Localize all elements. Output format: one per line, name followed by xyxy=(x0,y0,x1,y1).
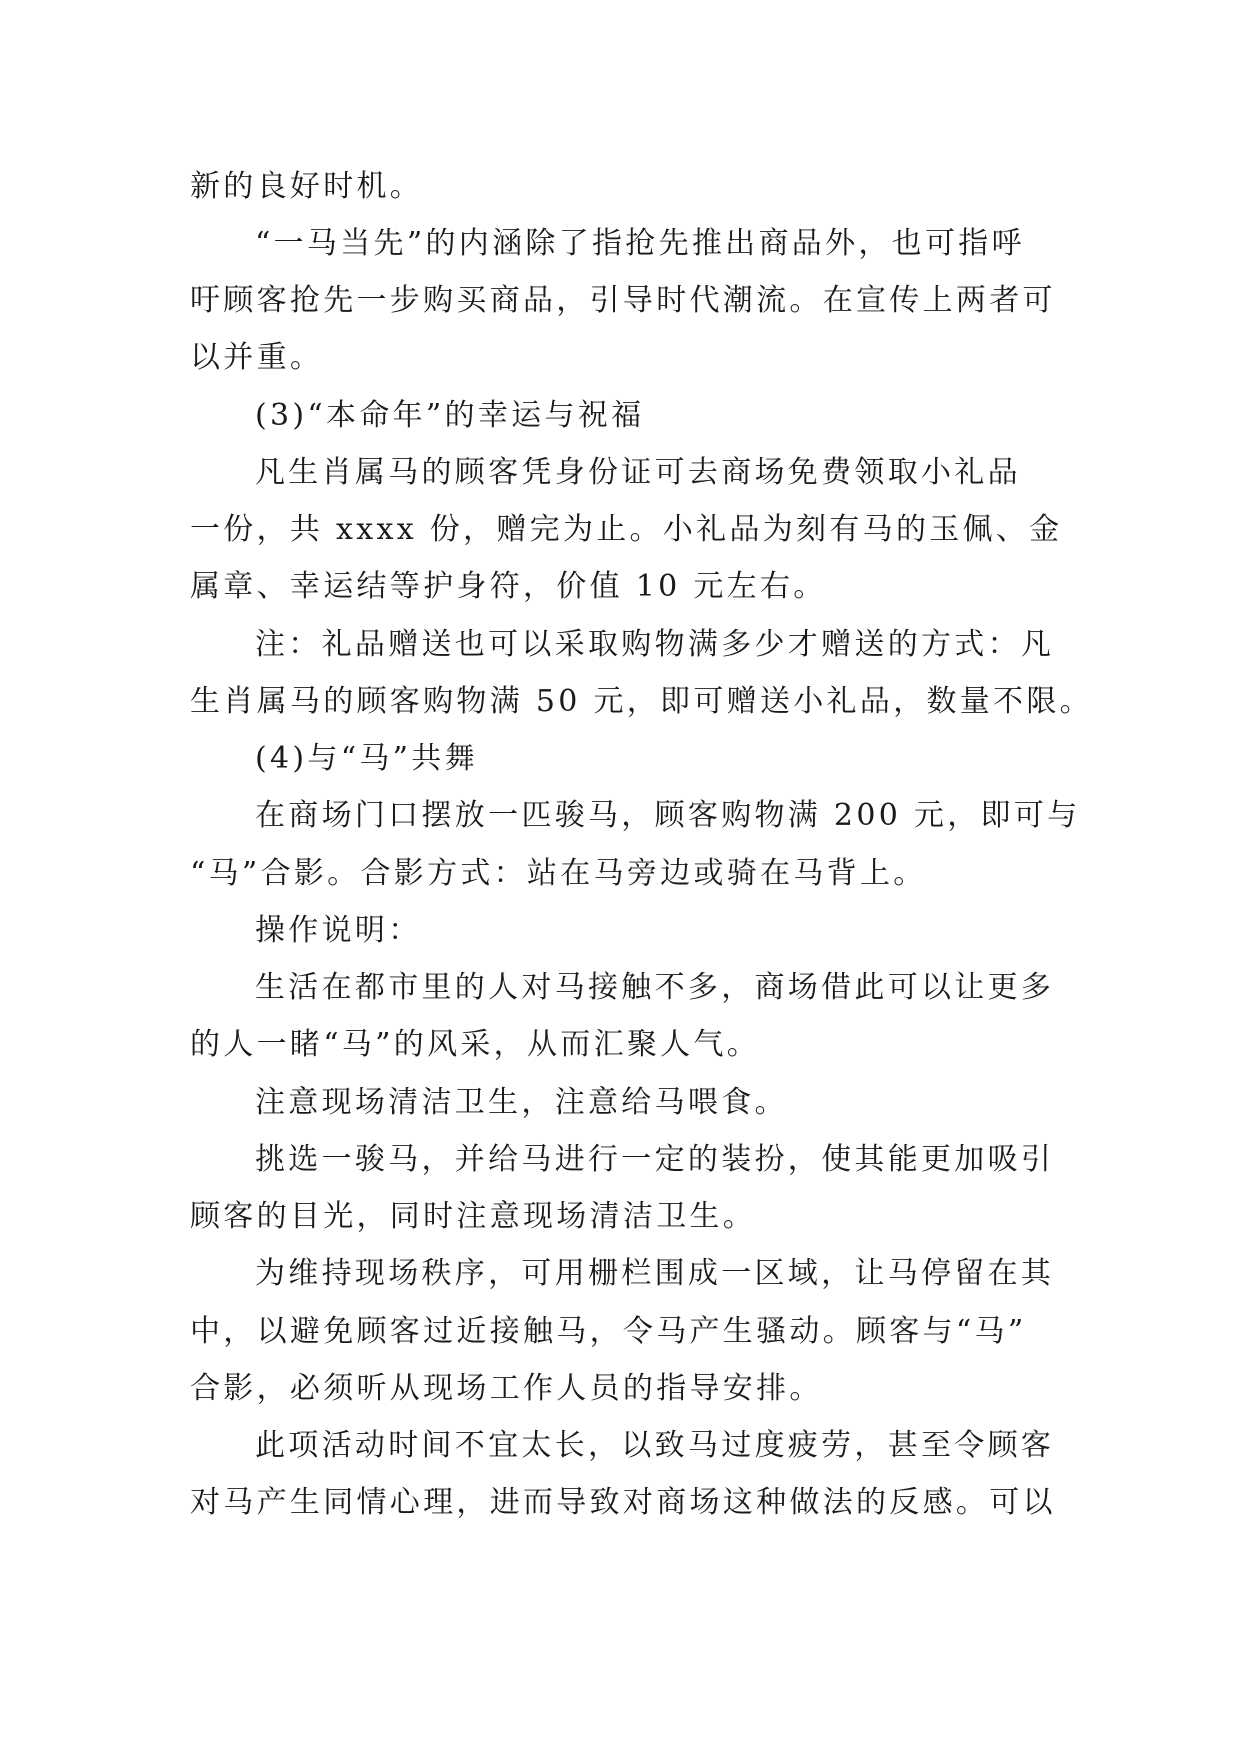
text-line-7: 一份，共 xxxx 份，赠完为止。小礼品为刻有马的玉佩、金 xyxy=(190,512,1063,547)
text-line-18: 挑选一骏马，并给马进行一定的装扮，使其能更加吸引 xyxy=(255,1142,1055,1177)
text-line-22: 合影，必须听从现场工作人员的指导安排。 xyxy=(190,1371,823,1406)
operation-notes-heading: 操作说明： xyxy=(255,913,422,948)
text-line-6: 凡生肖属马的顾客凭身份证可去商场免费领取小礼品 xyxy=(255,455,1021,490)
text-line-16: 的人一睹“马”的风采，从而汇聚人气。 xyxy=(190,1027,761,1062)
text-line-10: 生肖属马的顾客购物满 50 元，即可赠送小礼品，数量不限。 xyxy=(190,684,1093,719)
text-line-3: 吁顾客抢先一步购买商品，引导时代潮流。在宣传上两者可 xyxy=(190,283,1056,318)
section-heading-4: (4)与“马”共舞 xyxy=(255,741,478,776)
text-line-9: 注：礼品赠送也可以采取购物满多少才赠送的方式：凡 xyxy=(255,627,1055,662)
section-heading-3: (3)“本命年”的幸运与祝福 xyxy=(255,398,645,433)
text-line-17: 注意现场清洁卫生，注意给马喂食。 xyxy=(255,1085,788,1120)
text-line-4: 以并重。 xyxy=(190,340,324,375)
text-line-15: 生活在都市里的人对马接触不多，商场借此可以让更多 xyxy=(255,970,1055,1005)
text-line-13: “马”合影。合影方式：站在马旁边或骑在马背上。 xyxy=(190,856,927,891)
text-line-23: 此项活动时间不宜太长，以致马过度疲劳，甚至令顾客 xyxy=(255,1428,1055,1463)
text-line-21: 中，以避免顾客过近接触马，令马产生骚动。顾客与“马” xyxy=(190,1314,1027,1349)
text-line-20: 为维持现场秩序，可用栅栏围成一区域，让马停留在其 xyxy=(255,1256,1055,1291)
text-line-24: 对马产生同情心理，进而导致对商场这种做法的反感。可以 xyxy=(190,1485,1056,1520)
text-line-12: 在商场门口摆放一匹骏马，顾客购物满 200 元，即可与 xyxy=(255,798,1081,833)
text-line-1: 新的良好时机。 xyxy=(190,169,424,204)
text-line-8: 属章、幸运结等护身符，价值 10 元左右。 xyxy=(190,569,827,604)
text-line-19: 顾客的目光，同时注意现场清洁卫生。 xyxy=(190,1199,757,1234)
text-line-2: “一马当先”的内涵除了指抢先推出商品外，也可指呼 xyxy=(255,226,1025,261)
